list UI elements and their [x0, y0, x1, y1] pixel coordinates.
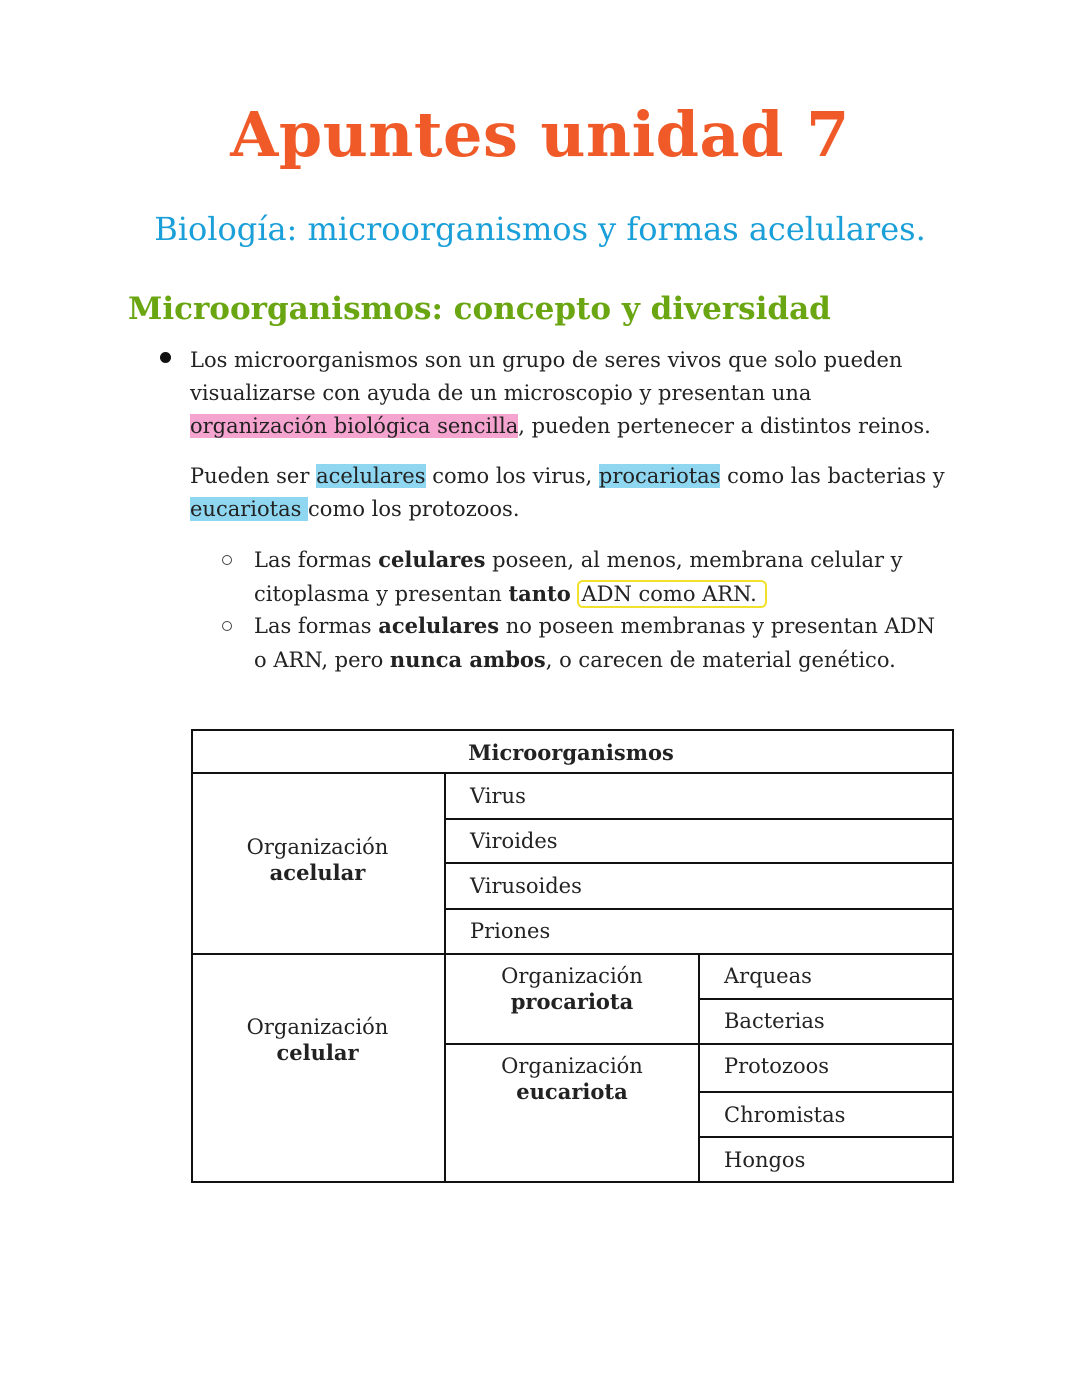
paragraph-text: como los protozoos. — [308, 497, 520, 521]
sub-bullet-acelulares — [254, 609, 954, 677]
paragraph-text: Pueden ser — [190, 464, 317, 488]
table-divider — [698, 1091, 954, 1093]
label-organizacion-celular — [191, 1015, 444, 1065]
bold-tanto: tanto — [508, 581, 571, 606]
table-border — [191, 1181, 954, 1183]
table-header: Microorganismos — [468, 740, 674, 765]
microorganisms-table — [191, 729, 954, 1183]
table-cell-hongos: Hongos — [724, 1148, 806, 1172]
sub-bullet-text: no poseen membranas y presentan ADN o ARN, pero — [254, 614, 936, 672]
bold-celulares: celulares — [378, 547, 486, 572]
document-subtitle: Biología: microorganismos y formas acelulares. — [154, 210, 926, 248]
table-divider — [444, 908, 954, 910]
section-heading: Microorganismos: concepto y diversidad — [128, 291, 831, 327]
sub-bullet-text: , o carecen de material genético. — [545, 648, 896, 672]
table-divider — [698, 953, 700, 1183]
table-cell-virus: Virus — [470, 784, 526, 808]
bold-acelulares: acelulares — [378, 613, 500, 638]
table-cell-viroides: Viroides — [470, 829, 558, 853]
table-divider — [444, 862, 954, 864]
highlight-acelulares: acelulares — [316, 464, 426, 488]
label-line-bold: celular — [276, 1040, 359, 1065]
table-cell-virusoides: Virusoides — [470, 874, 582, 898]
paragraph-text: como los virus, — [425, 464, 599, 488]
sub-bullet-text: Las formas — [254, 548, 379, 572]
document-title: Apuntes unidad 7 — [230, 98, 850, 171]
table-divider — [698, 1136, 954, 1138]
sub-bullet-circle-icon — [222, 555, 232, 565]
table-cell-chromistas: Chromistas — [724, 1103, 846, 1127]
paragraph-text: Los microorganismos son un grupo de seres vivos que solo pueden visualizarse con ayuda de un microscopio y presentan una — [190, 348, 903, 405]
highlight-organizacion: organización biológica sencilla — [190, 414, 519, 438]
circled-adn-arn: ADN como ARN. — [577, 580, 766, 608]
label-line-bold: procariota — [510, 989, 634, 1014]
table-border — [191, 729, 954, 731]
table-divider — [191, 953, 954, 955]
label-organizacion-procariota — [446, 964, 698, 1014]
label-line: Organización — [246, 835, 389, 859]
label-line: Organización — [501, 964, 643, 988]
table-divider — [698, 998, 954, 1000]
label-line-bold: acelular — [269, 860, 366, 885]
sub-bullet-text: Las formas — [254, 614, 379, 638]
label-line: Organización — [246, 1015, 389, 1039]
sub-bullet-text: poseen, al menos, membrana celular y citoplasma y presentan — [254, 548, 903, 606]
table-cell-protozoos: Protozoos — [724, 1054, 830, 1078]
bold-nunca-ambos: nunca ambos — [389, 647, 546, 672]
highlight-procariotas: procariotas — [598, 464, 721, 488]
label-organizacion-acelular — [191, 835, 444, 885]
paragraph-types — [190, 460, 950, 526]
table-border — [191, 729, 193, 1183]
sub-bullet-circle-icon — [222, 621, 232, 631]
highlight-eucariotas: eucariotas — [190, 497, 309, 521]
bullet-dot-icon — [160, 352, 171, 363]
paragraph-intro — [190, 344, 950, 443]
table-divider — [444, 818, 954, 820]
label-organizacion-eucariota — [446, 1054, 698, 1104]
paragraph-text: , pueden pertenecer a distintos reinos. — [518, 414, 931, 438]
table-cell-priones: Priones — [470, 919, 551, 943]
table-cell-bacterias: Bacterias — [724, 1009, 825, 1033]
table-divider — [191, 772, 954, 774]
paragraph-text: como las bacterias y — [720, 464, 945, 488]
table-cell-arqueas: Arqueas — [724, 964, 812, 988]
sub-bullet-celulares — [254, 543, 954, 611]
label-line-bold: eucariota — [516, 1079, 628, 1104]
label-line: Organización — [501, 1054, 643, 1078]
table-border — [952, 729, 954, 1183]
table-divider — [444, 1043, 954, 1045]
